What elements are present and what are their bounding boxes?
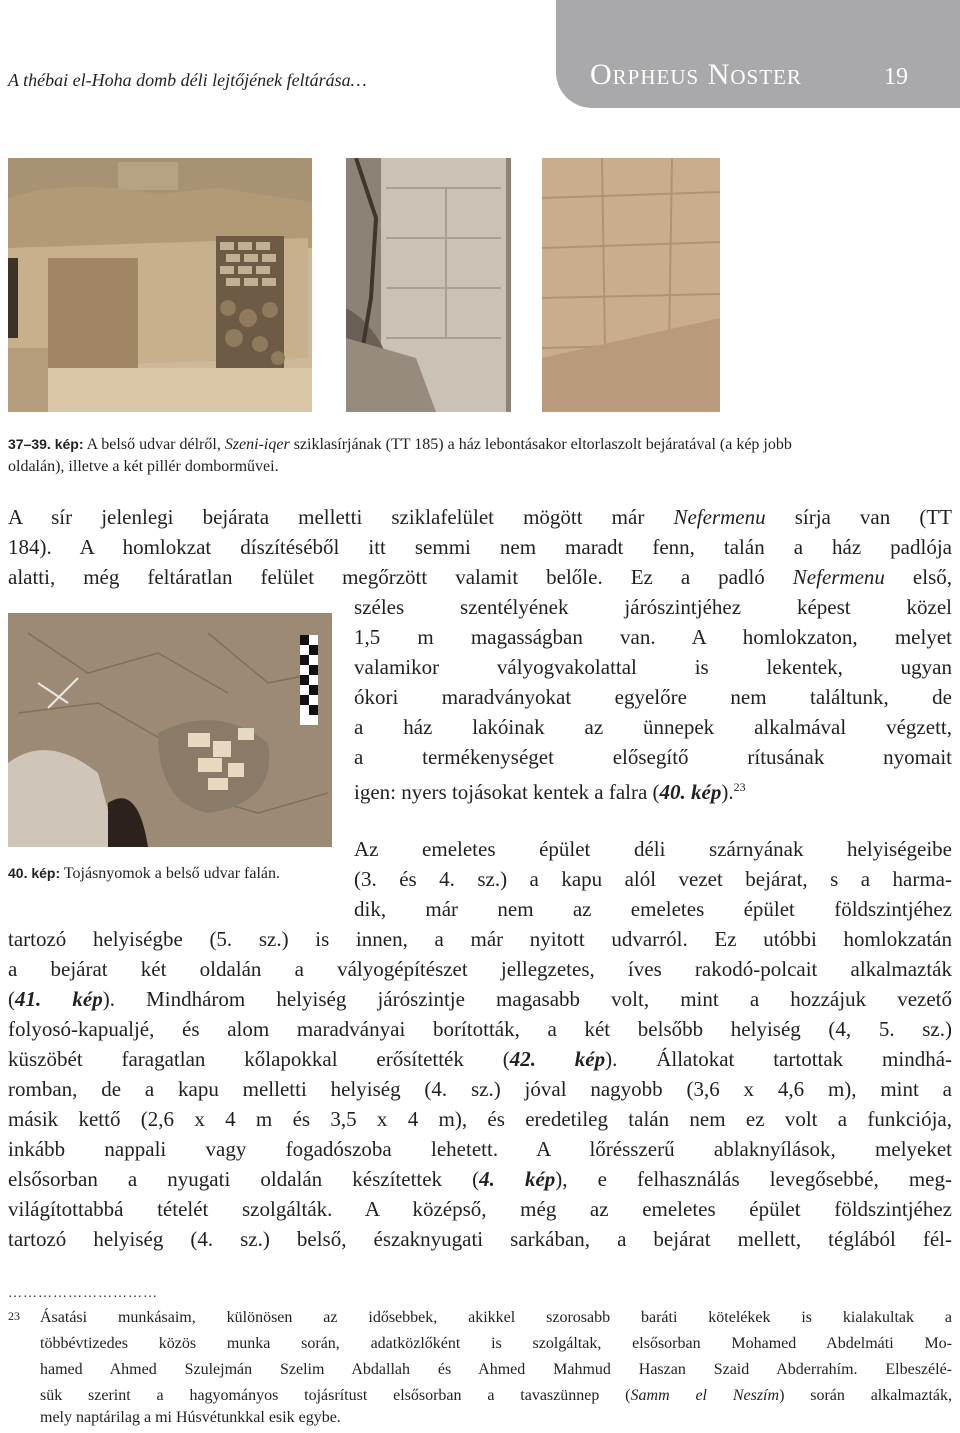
body-line: 184). A homlokzat díszítéséből itt semmi nem maradt fenn, talán a ház padlója — [8, 535, 952, 559]
footnote-ref: 23 — [733, 780, 746, 794]
body-line: 1,5 m magasságban van. A homlokzaton, melyet — [354, 625, 952, 649]
photo-40-egg-traces — [8, 613, 332, 847]
body-line: küszöbét faragatlan kőlapokkal erősítették (42. kép). Állatokat tartottak mindhá- — [8, 1047, 953, 1071]
caption-number: 37–39. kép: — [8, 436, 84, 452]
running-title: A thébai el-Hoha domb déli lejtőjének feltárása… — [8, 70, 367, 90]
body-line: valamikor vályogvakolattal is lekentek, ugyan — [354, 655, 952, 679]
body-line: dik, már nem az emeletes épület földszintjéhez — [354, 897, 952, 921]
body-line: (3. és 4. sz.) a kapu alól vezet bejárat, s a harma- — [354, 867, 952, 891]
body-line: tartozó helyiségbe (5. sz.) is innen, a már nyitott udvarról. Ez utóbbi homlokzatán — [8, 927, 952, 951]
body-line: világítottabbá tételét szolgálták. A középső, még az emeletes épület földszintjéhez — [8, 1197, 952, 1221]
page-number: 19 — [884, 64, 908, 90]
figure-caption-37-39: 37–39. kép: A belső udvar délről, Szeni-iqer sziklasírjának (TT 185) a ház lebontásakor eltorlaszolt bejáratával (a kép jobb oldalán), illetve a két pillér domborművei. — [8, 436, 792, 475]
footnote-line: hamed Ahmed Szulejmán Szelim Abdallah és Ahmed Mahmud Haszan Szaid Abderrahím. Elbeszélé- — [40, 1361, 952, 1378]
footnote-line: többévtizedes közös munka során, adatközlőként is szolgáltak, elsősorban Mohamed Abdelmáti Mo- — [40, 1335, 952, 1352]
body-line: ókori maradványokat egyelőre nem találtunk, de — [354, 685, 952, 709]
body-line: romban, de a kapu melletti helyiség (4. sz.) jóval nagyobb (3,6 x 4,6 m), mint a — [8, 1077, 952, 1101]
journal-title: Orpheus Noster — [590, 58, 802, 91]
body-line: a bejárat két oldalán a vályogépítészet jellegzetes, íves rakodó-polcait alkalmazták — [8, 957, 952, 981]
body-line: a ház lakóinak az ünnepek alkalmával végzett, — [354, 715, 952, 739]
body-line: széles szentélyének járószintjéhez képest közel — [354, 595, 952, 619]
photo-39-pillar-relief — [542, 158, 720, 412]
body-line: A sír jelenlegi bejárata melletti sziklafelület mögött már Nefermenu sírja van (TT — [8, 505, 952, 529]
body-line: másik kettő (2,6 x 4 m és 3,5 x 4 m), és eredetileg talán nem ez volt a funkciója, — [8, 1107, 952, 1131]
photo-38-pillar — [346, 158, 511, 412]
body-line: folyosó-kapualjé, és alom maradványai borították, a két belsőbb helyiség (4, 5. sz.) — [8, 1017, 952, 1041]
body-line: tartozó helyiség (4. sz.) belső, északnyugati sarkában, a bejárat mellett, téglából fél- — [8, 1227, 952, 1251]
footnote-line: sük szerint a hagyományos tojásrítust elsősorban a tavaszünnep (Samm el Neszím) során alkalmazták, — [40, 1387, 952, 1404]
body-line: igen: nyers tojásokat kentek a falra (40. kép).$^{23}$ — [354, 780, 746, 804]
figure-caption-40: 40. kép: Tojásnyomok a belső udvar falán. — [8, 865, 281, 882]
body-line: Az emeletes épület déli szárnyának helyiségeibe — [354, 837, 952, 861]
body-line: alatti, még feltáratlan felület megőrzött valamit belőle. Ez a padló Nefermenu első, — [8, 565, 952, 589]
footnote-line: Ásatási munkásaim, különösen az idősebbek, akikkel szorosabb baráti kötelékek is kialakultak a — [40, 1309, 952, 1326]
body-line: inkább nappali vagy fogadószoba lehetett. A lőrésszerű ablaknyílások, melyeket — [8, 1137, 952, 1161]
footnote-line: mely naptárilag a mi Húsvétunkkal esik egybe. — [40, 1409, 341, 1426]
body-line: (41. kép). Mindhárom helyiség járószintje magasabb volt, mint a hozzájuk vezető — [8, 987, 952, 1011]
body-line: elsősorban a nyugati oldalán készítettek (4. kép), e felhasználás levegősebbé, meg- — [8, 1167, 952, 1191]
footnote-number: 23 — [8, 1309, 20, 1323]
body-line: a termékenységet elősegítő rítusának nyomait — [354, 745, 952, 769]
photo-37-courtyard — [8, 158, 312, 412]
footnote-separator: ………………………… — [8, 1286, 158, 1301]
